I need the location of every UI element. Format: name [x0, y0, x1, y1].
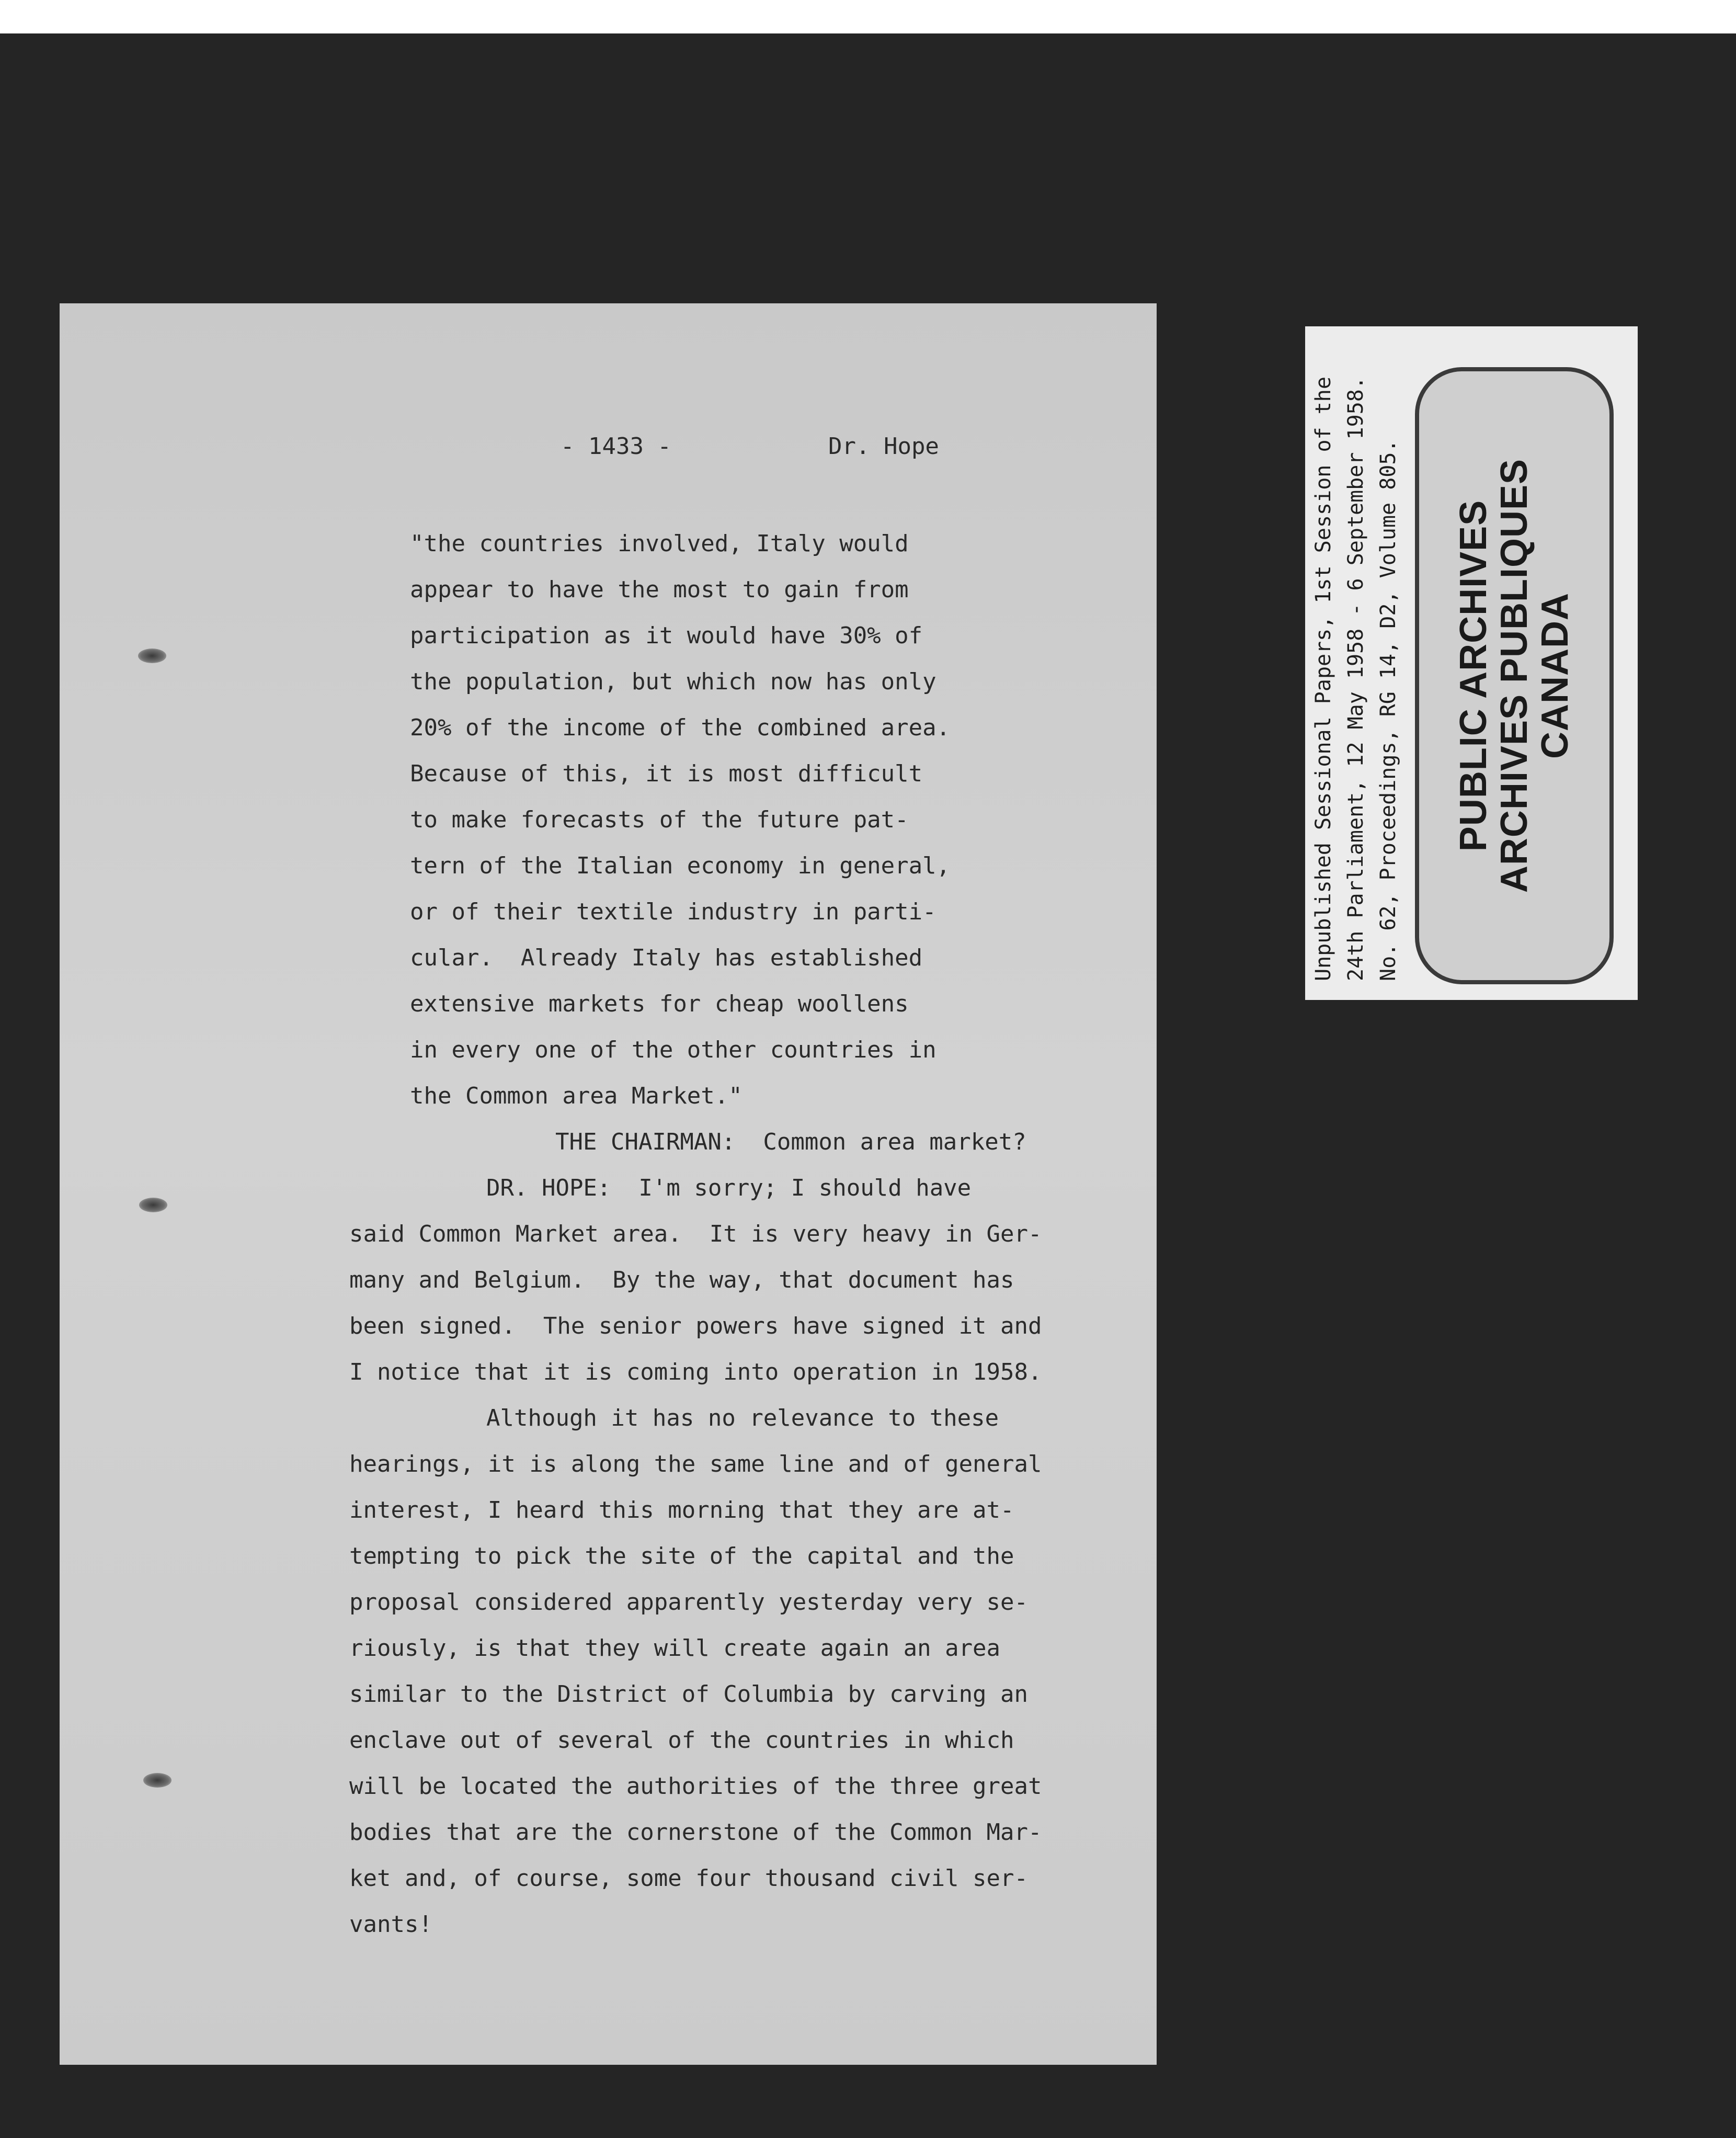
quote-line: 20% of the income of the combined area. — [410, 714, 951, 741]
quote-line: the population, but which now has only — [410, 668, 936, 695]
quote-line: to make forecasts of the future pat- — [410, 806, 909, 833]
label-caption-line: No. 62, Proceedings, RG 14, D2, Volume 805. — [1376, 439, 1400, 981]
body-line: vants! — [349, 1911, 432, 1938]
quote-line: or of their textile industry in parti- — [410, 899, 936, 925]
body-line: ket and, of course, some four thousand civil ser- — [349, 1865, 1029, 1892]
body-line: DR. HOPE: I'm sorry; I should have — [486, 1175, 972, 1201]
body-line: proposal considered apparently yesterday very se- — [349, 1589, 1029, 1616]
body-line: similar to the District of Columbia by carving an — [349, 1681, 1029, 1708]
quote-line: "the countries involved, Italy would — [410, 530, 909, 557]
body-line: Although it has no relevance to these — [486, 1405, 999, 1431]
quote-line: Because of this, it is most difficult — [410, 760, 923, 787]
body-line: tempting to pick the site of the capital and the — [349, 1543, 1014, 1570]
quote-line: participation as it would have 30% of — [410, 622, 923, 649]
page-number: - 1433 - — [561, 433, 671, 460]
body-line: riously, is that they will create again an area — [349, 1635, 1001, 1662]
stamp-line: ARCHIVES PUBLIQUES — [1493, 458, 1535, 893]
stamp-line: CANADA — [1534, 593, 1576, 759]
label-caption-line: 24th Parliament, 12 May 1958 - 6 September 1958. — [1344, 377, 1368, 981]
quote-line: the Common area Market." — [410, 1083, 743, 1109]
body-line: said Common Market area. It is very heavy in Ger- — [349, 1221, 1042, 1247]
body-line: will be located the authorities of the three great — [349, 1773, 1042, 1800]
archive-label-content — [1305, 326, 1638, 1000]
body-line: bodies that are the cornerstone of the Common Mar- — [349, 1819, 1042, 1846]
archives-stamp — [1415, 367, 1614, 984]
scan-top-border — [0, 0, 1736, 33]
speaker-header: Dr. Hope — [828, 433, 939, 460]
body-line: interest, I heard this morning that they are at- — [349, 1497, 1014, 1523]
chairman-line: THE CHAIRMAN: Common area market? — [555, 1129, 1026, 1155]
punch-hole-top — [138, 649, 166, 663]
quote-line: tern of the Italian economy in general, — [410, 852, 951, 879]
quote-line: extensive markets for cheap woollens — [410, 991, 909, 1017]
quote-line: in every one of the other countries in — [410, 1037, 936, 1063]
body-line: been signed. The senior powers have signed it and — [349, 1313, 1042, 1339]
body-line: many and Belgium. By the way, that document has — [349, 1267, 1014, 1293]
archive-label-card — [1305, 326, 1638, 1000]
punch-hole-bottom — [143, 1773, 172, 1788]
label-caption-line: Unpublished Sessional Papers, 1st Session of the — [1311, 377, 1335, 981]
body-line: hearings, it is along the same line and of general — [349, 1451, 1042, 1477]
quote-line: appear to have the most to gain from — [410, 576, 909, 603]
stamp-line: PUBLIC ARCHIVES — [1453, 499, 1494, 852]
punch-hole-middle — [139, 1198, 167, 1212]
body-line: I notice that it is coming into operation in 1958. — [349, 1359, 1042, 1385]
body-line: enclave out of several of the countries in which — [349, 1727, 1014, 1754]
quote-line: cular. Already Italy has established — [410, 945, 923, 971]
